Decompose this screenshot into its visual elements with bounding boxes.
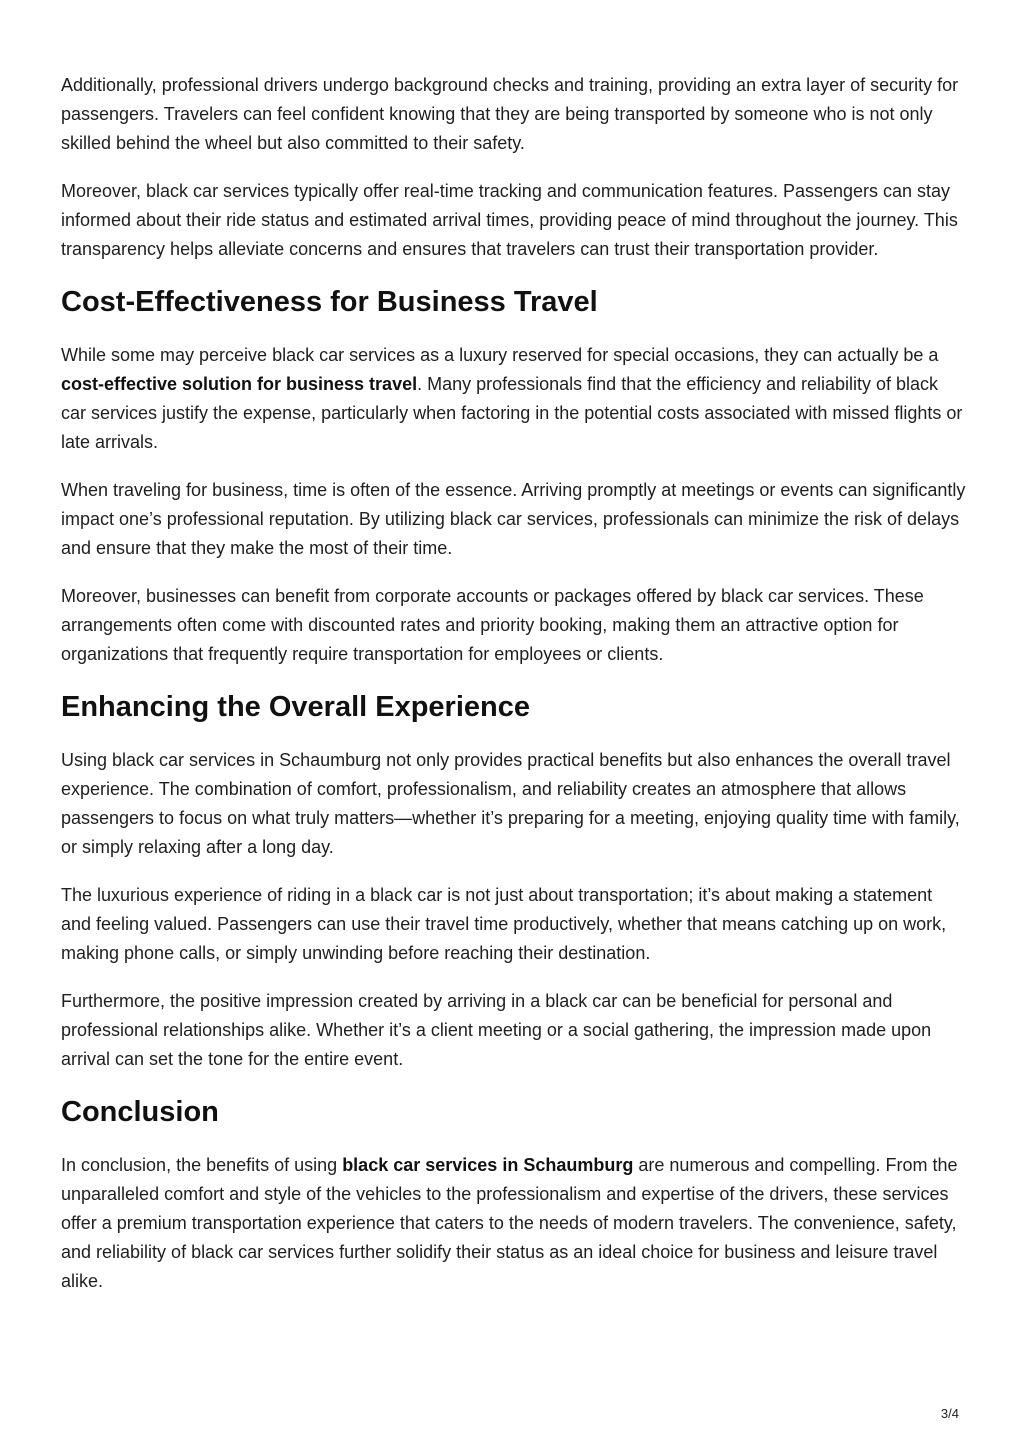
paragraph-business-time: When traveling for business, time is often of the essence. Arriving promptly at meetings or events can significantly impact one’s professional reputation. By utilizing black car services, professionals can minimize the risk of delays and ensure that they make the most of their time. (61, 480, 966, 558)
heading-overall-experience: Enhancing the Overall Experience (61, 691, 530, 723)
paragraph-cost-intro (61, 341, 967, 457)
cost-intro-text-end: . Many professionals find that the efficiency and reliability of black car services justify the expense, particularly when factoring in the potential costs associated with missed flights or late arrivals. (61, 374, 963, 452)
conclusion-text-end: are numerous and compelling. From the unparalleled comfort and style of the vehicles to the professionalism and expertise of the drivers, these services offer a premium transportation experience that caters to the needs of modern travelers. The convenience, safety, and reliability of black car services further solidify their status as an ideal choice for business and leisure travel alike. (61, 1155, 958, 1291)
paragraph-tracking: Moreover, black car services typically offer real-time tracking and communication features. Passengers can stay informed about their ride status and estimated arrival times, providing peace of mind throughout the journey. This transparency helps alleviate concerns and ensures that travelers can trust their transportation provider. (61, 181, 958, 259)
page-number: 3/4 (940, 1406, 959, 1421)
paragraph-conclusion (61, 1151, 967, 1296)
paragraph-corporate-accounts: Moreover, businesses can benefit from corporate accounts or packages offered by black car services. These arrangements often come with discounted rates and priority booking, making them an attractive option for organizations that frequently require transportation for employees or clients. (61, 586, 924, 664)
document-page (61, 71, 967, 1315)
paragraph-experience-intro: Using black car services in Schaumburg not only provides practical benefits but also enhances the overall travel experience. The combination of comfort, professionalism, and reliability creates an atmosphere that allows passengers to focus on what truly matters—whether it’s preparing for a meeting, enjoying quality time with family, or simply relaxing after a long day. (61, 750, 960, 857)
paragraph-luxurious-experience: The luxurious experience of riding in a black car is not just about transportation; it’s about making a statement and feeling valued. Passengers can use their travel time productively, whether that means catching up on work, making phone calls, or simply unwinding before reaching their destination. (61, 885, 947, 963)
heading-conclusion: Conclusion (61, 1096, 219, 1128)
paragraph-positive-impression: Furthermore, the positive impression created by arriving in a black car can be beneficial for personal and professional relationships alike. Whether it’s a client meeting or a social gathering, the impression made upon arrival can set the tone for the entire event. (61, 991, 932, 1069)
cost-intro-text: While some may perceive black car services as a luxury reserved for special occasions, they can actually be a (61, 345, 939, 365)
schaumburg-emphasis: black car services in Schaumburg (342, 1155, 634, 1175)
heading-cost-effectiveness: Cost-Effectiveness for Business Travel (61, 286, 598, 318)
paragraph-driver-checks: Additionally, professional drivers undergo background checks and training, providing an extra layer of security for passengers. Travelers can feel confident knowing that they are being transported by someone who is not only skilled behind the wheel but also committed to their safety. (61, 75, 959, 153)
cost-effective-emphasis: cost-effective solution for business travel (61, 374, 418, 394)
conclusion-text: In conclusion, the benefits of using (61, 1155, 343, 1175)
